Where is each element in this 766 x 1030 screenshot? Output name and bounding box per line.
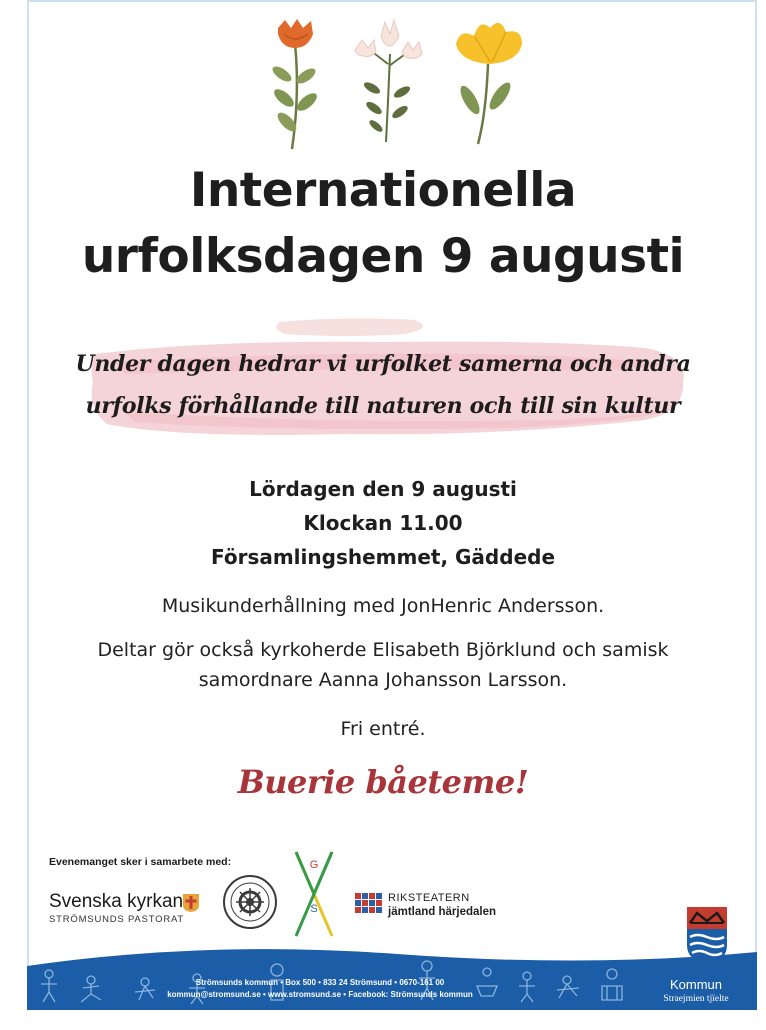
- frame-left: [27, 0, 29, 1010]
- partners-label: Evenemanget sker i samarbete med:: [49, 856, 232, 868]
- tagline-line-2: urfolks förhållande till naturen och till sin kultur: [85, 393, 681, 419]
- orange-flower-icon: [270, 19, 320, 149]
- tagline-line-1: Under dagen hedrar vi urfolket samerna och andra: [75, 351, 691, 377]
- page-title-line-2: urfolksdagen 9 augusti: [81, 229, 685, 284]
- event-date: Lördagen den 9 augusti: [249, 477, 517, 501]
- event-time: Klockan 11.00: [303, 511, 463, 535]
- riksteatern-region: jämtland härjedalen: [388, 906, 497, 918]
- church-cross-icon: [182, 893, 200, 913]
- svenska-kyrkan-name: Svenska kyrkan: [49, 891, 184, 912]
- flowers-illustration: [260, 14, 530, 154]
- pastorat-name: STRÖMSUNDS PASTORAT: [49, 914, 185, 925]
- samiid-seal-icon: [222, 874, 278, 930]
- svenska-kyrkan-logo: [49, 891, 184, 925]
- kommun-name-line-1: Strömsunds: [661, 962, 731, 977]
- riksteatern-name: RIKSTEATERN: [388, 892, 470, 904]
- frame-right: [755, 0, 757, 1010]
- event-place: Församlingshemmet, Gäddede: [210, 545, 556, 569]
- gs-partner-logo: [286, 850, 342, 938]
- page-title-line-1: Internationella: [189, 163, 577, 218]
- music-text: Musikunderhållning med JonHenric Andersson.: [161, 595, 605, 617]
- frame-top: [27, 0, 757, 2]
- footer-contact: kommun@stromsund.se • www.stromsund.se • Facebook: Strömsunds kommun: [167, 990, 473, 999]
- kommun-sami-name: Straejmien tjïelte: [663, 994, 729, 1004]
- gs-letter-s: S: [310, 903, 318, 915]
- kommun-name-line-2: Kommun: [669, 977, 723, 992]
- footer-address: Strömsunds kommun • Box 500 • 833 24 Strömsund • 0670-161 00: [195, 978, 445, 987]
- gs-letter-g: G: [309, 859, 319, 871]
- participants-text-line-2: samordnare Aanna Johansson Larsson.: [198, 669, 568, 691]
- riksteatern-mark-icon: [355, 893, 383, 917]
- kommun-crest-icon: [687, 907, 727, 963]
- white-flower-icon: [355, 20, 422, 142]
- sami-greeting: Buerie båeteme!: [237, 763, 529, 801]
- entry-text: Fri entré.: [340, 718, 426, 740]
- participants-text-line-1: Deltar gör också kyrkoherde Elisabeth Björklund och samisk: [97, 639, 669, 661]
- yellow-flower-icon: [456, 23, 522, 144]
